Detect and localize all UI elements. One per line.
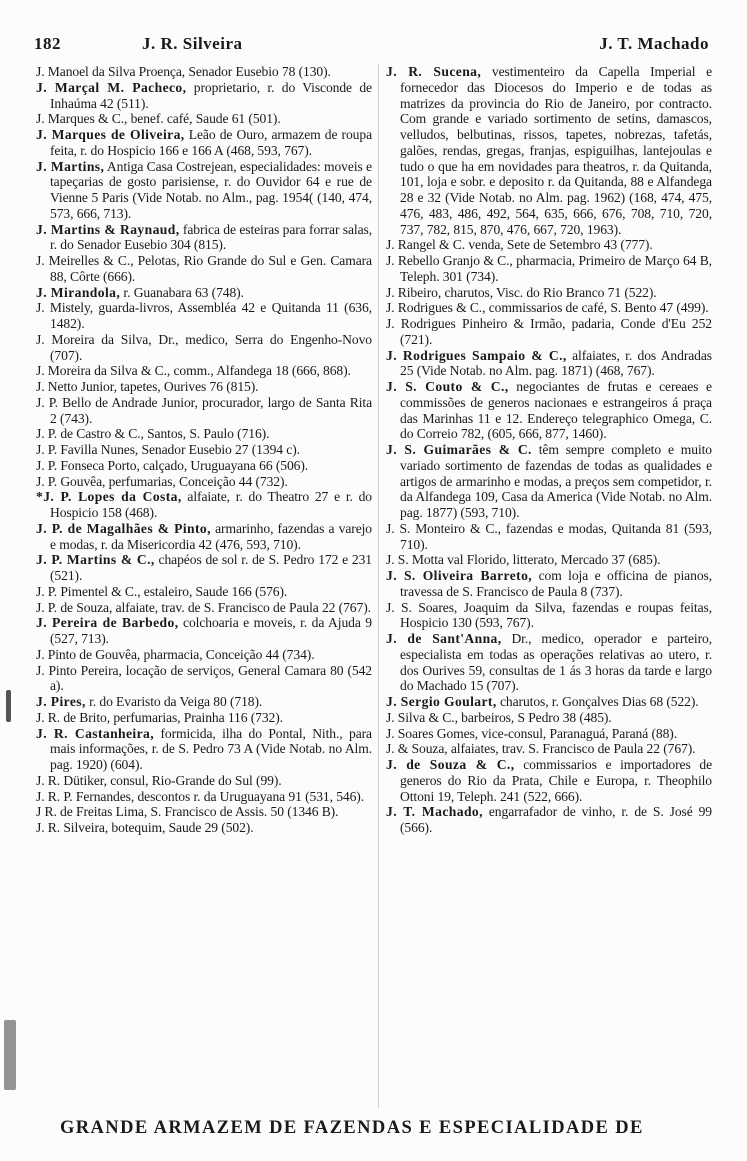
entry-text: J. S. Soares, Joaquim da Silva, fazendas e roupas feitas, Hospicio 130 (593, 767). [386,599,712,631]
entry-text: Leão de Ouro, armazem de roupa feita, r. do Hospicio 166 e 166 A (468, 593, 767). [50,127,373,158]
directory-entry [386,757,712,804]
entry-text: negociantes de frutas e cereaes e commissões de generos nacionaes e estrangeiros á praça das Marinhas 11 e 12. Endereço telegraphico Omega, C. do Correio 782, (605, 666, 877, 1460). [400,379,712,442]
directory-entry [36,222,372,254]
entry-name: J. P. Martins & C., [36,552,155,568]
entry-text: J. Netto Junior, tapetes, Ourives 76 (815). [36,379,259,394]
entry-name: J. Pereira de Barbedo, [36,615,179,631]
entry-text: J. P. Gouvêa, perfumarias, Conceição 44 (732). [36,473,288,489]
entry-text: J. Pinto Pereira, locação de serviços, General Camara 80 (542 a). [36,662,372,694]
entry-name: J. Marçal M. Pacheco, [36,79,187,95]
entry-text: r. Guanabara 63 (748). [120,284,244,300]
entry-text: J. S. Motta val Florido, litterato, Mercado 37 (685). [386,552,661,568]
directory-entry [36,552,372,584]
ink-blot-lower-left [4,1020,16,1090]
directory-entry [386,694,712,710]
directory-entry [36,647,372,663]
directory-entry [36,458,372,474]
entry-name: J. P. de Magalhães & Pinto, [36,520,211,536]
directory-entry [36,127,372,159]
directory-entry [386,726,712,742]
entry-text: com loja e officina de pianos, travessa de S. Francisco de Paula 8 (737). [400,568,713,599]
directory-entry [36,600,372,616]
directory-entry [386,552,712,568]
entry-name: J. Martins, [36,158,105,174]
directory-entry [386,64,712,237]
entry-text: Antiga Casa Costrejean, especialidades: moveis e tapeçarias de gosto parisiense, r. do Ouvidor 64 e rue de Vienne 5 Paris (Vide Notab. no Alm., pag. 1954( (140, 474, 573, 666, 713). [50,158,372,221]
entry-text: J. Moreira da Silva, Dr., medico, Serra do Engenho-Novo (707). [36,331,372,363]
entry-text: J R. de Freitas Lima, S. Francisco de Assis. 50 (1346 B). [36,804,339,820]
entry-text: J. P. de Souza, alfaiate, trav. de S. Francisco de Paula 22 (767). [36,599,371,615]
entry-text: J. P. Favilla Nunes, Senador Eusebio 27 (1394 c). [36,442,300,457]
page-header [34,34,709,56]
directory-entry [386,741,712,757]
entry-text: chapéos de sol r. de S. Pedro 172 e 231 (521). [50,552,372,583]
directory-entry [36,332,372,364]
directory-entry [36,489,372,521]
entry-text: charutos, r. Gonçalves Dias 68 (522). [496,694,699,709]
directory-entry [386,237,712,253]
ink-blot-left-margin [6,690,11,722]
entry-text: J. Meirelles & C., Pelotas, Rio Grande do Sul e Gen. Camara 88, Côrte (666). [36,253,372,284]
directory-entry [386,348,712,380]
entry-text: têm sempre completo e muito variado sortimento de fazendas de todas as qualidades e artigos de armarinho e modas, a preços sem competidor, r. da Alfandega 109, Casa da America (Vide Notab. no Alm. pag. 1877) (593, 710). [400,442,712,520]
running-head-left: J. R. Silveira [142,34,243,53]
entry-text: J. P. Fonseca Porto, calçado, Uruguayana 66 (506). [36,457,309,473]
entry-name: J. Marques de Oliveira, [36,127,185,142]
right-column [386,64,712,836]
page-number: 182 [34,34,61,53]
entry-text: J. Silva & C., barbeiros, S Pedro 38 (485). [386,709,612,725]
directory-entry [36,820,372,836]
entry-text: J. & Souza, alfaiates, trav. S. Francisco de Paula 22 (767). [386,741,696,757]
entry-text: J. Rodrigues & C., commissarios de café, S. Bento 47 (499). [386,300,709,316]
entry-text: vestimenteiro da Capella Imperial e fornecedor das Diocesos do Imperio e de todas as matrizes da provincia do Rio de Janeiro, por contracto. Com grande e variado sortimento de setins, damascos, velludos, belbutinas, rissos, tapetes, nobrezas, tafetás, galões, rendas, gregas, franjas, espiguilhas, lantejoulas e tudo o que ha em novidades para theatros, r. da Quitanda, 101, loja e sobr. e deposito r. da Quitanda, 88 e Alfandega 28 e 32 (Vide Notab. no Alm. pag. 1962) (168, 474, 475, 476, 483, 486, 492, 564, 635, 666, 676, 708, 710, 720, 737, 782, 815, 870, 476, 667, 720, 1963). [400,64,713,237]
entry-text: J. Rangel & C. venda, Sete de Setembro 43 (777). [386,237,653,253]
entry-name: *J. P. Lopes da Costa, [36,489,182,505]
directory-entry [36,773,372,789]
entry-text: J. P. Bello de Andrade Junior, procurador, largo de Santa Rita 2 (743). [36,394,372,426]
directory-entry [386,442,712,521]
directory-entry [36,80,372,112]
column-divider [378,64,379,1108]
entry-name: J. S. Guimarães & C. [386,442,532,457]
entry-text: J. Pinto de Gouvêa, pharmacia, Conceição 44 (734). [36,646,315,662]
entry-text: J. R. Silveira, botequim, Saude 29 (502). [36,820,254,835]
entry-text: J. R. Dütiker, consul, Rio-Grande do Sul (99). [36,772,282,788]
running-head-right: J. T. Machado [599,34,709,53]
directory-entry [36,379,372,395]
entry-text: Dr., medico, operador e parteiro, especialista em todas as operações relativas ao utero, r. dos Ourives 59, consultas de 1 ás 3 horas da tarde e largo do Machado 15 (707). [400,631,712,694]
entry-name: J. Martins & Raynaud, [36,221,180,237]
directory-entry [386,379,712,442]
directory-entry [386,316,712,348]
entry-text: armarinho, fazendas a varejo e modas, r. da Misericordia 42 (476, 593, 710). [50,520,373,552]
directory-entry [36,726,372,773]
entry-text: J. Moreira da Silva & C., comm., Alfandega 18 (666, 868). [36,363,351,379]
entry-text: J. P. Pimentel & C., estaleiro, Saude 166 (576). [36,583,288,599]
entry-text: J. Marques & C., benef. café, Saude 61 (501). [36,111,281,127]
entry-name: J. de Sant'Anna, [386,631,502,646]
directory-entry [36,64,372,80]
directory-entry [386,300,712,316]
entry-text: fabrica de esteiras para forrar salas, r. do Senador Eusebio 304 (815). [50,221,373,253]
directory-entry [36,474,372,490]
directory-entry [36,584,372,600]
entry-text: colchoaria e moveis, r. da Ajuda 9 (527, 713). [50,615,372,646]
directory-entry [36,804,372,820]
entry-text: commissarios e importadores de generos do Rio da Prata, Chile e Europa, r. Theophilo Ottoni 19, Teleph. 241 (522, 666). [400,757,712,804]
directory-entry [36,363,372,379]
entry-text: J. Soares Gomes, vice-consul, Paranaguá, Paraná (88). [386,725,678,741]
directory-entry [36,426,372,442]
directory-entry [36,521,372,553]
entry-text: J. Ribeiro, charutos, Visc. do Rio Branco 71 (522). [386,284,657,300]
entry-text: J. Rebello Granjo & C., pharmacia, Primeiro de Março 64 B, Teleph. 301 (734). [386,253,712,284]
directory-entry [36,159,372,222]
entry-text: r. do Evaristo da Veiga 80 (718). [85,694,263,709]
entry-text: formicida, ilha do Pontal, Nith., para mais informações, r. de S. Pedro 73 A (Vide Notab. no Alm. pag. 1920) (604). [50,725,372,772]
directory-entry [36,111,372,127]
left-column [36,64,372,836]
entry-text: J. R. P. Fernandes, descontos r. da Uruguayana 91 (531, 546). [36,788,365,804]
entry-text: J. Manoel da Silva Proença, Senador Eusebio 78 (130). [36,64,331,79]
directory-entry [386,285,712,301]
entry-text: J. Mistely, guarda-livros, Assembléa 42 e Quitanda 11 (636, 1482). [36,300,372,331]
entry-name: J. de Souza & C., [386,757,515,772]
entry-text: J. P. de Castro & C., Santos, S. Paulo (716). [36,426,270,442]
directory-entry [386,253,712,285]
entry-text: J. R. de Brito, perfumarias, Prainha 116 (732). [36,709,283,725]
directory-entry [36,300,372,332]
entry-text: proprietario, r. do Visconde de Inhaúma 42 (511). [50,79,372,111]
entry-name: J. R. Sucena, [386,64,482,79]
entry-name: J. Rodrigues Sampaio & C., [386,347,567,363]
entry-name: J. S. Couto & C., [386,379,509,394]
footer-banner: GRANDE ARMAZEM DE FAZENDAS E ESPECIALIDADE DE [60,1118,644,1138]
entry-text: J. S. Monteiro & C., fazendas e modas, Quitanda 81 (593, 710). [386,520,712,552]
directory-entry [36,253,372,285]
directory-entry [36,789,372,805]
entry-name: J. S. Oliveira Barreto, [386,568,533,583]
entry-name: J. Mirandola, [36,284,121,300]
entry-text: alfaiates, r. dos Andradas 25 (Vide Notab. no Alm. pag. 1871) (468, 767). [400,347,712,379]
entry-text: alfaiate, r. do Theatro 27 e r. do Hospicio 158 (468). [50,489,372,520]
directory-entry [36,285,372,301]
entry-name: J. R. Castanheira, [36,725,155,741]
directory-entry [36,694,372,710]
entry-text: engarrafador de vinho, r. de S. José 99 (566). [400,804,712,835]
directory-entry [386,710,712,726]
directory-entry [386,631,712,694]
directory-entry [386,804,712,836]
directory-entry [36,395,372,427]
entry-name: J. T. Machado, [386,804,483,820]
entry-name: J. Sergio Goulart, [386,694,497,709]
directory-entry [386,521,712,553]
directory-entry [36,442,372,458]
directory-entry [36,710,372,726]
directory-entry [386,568,712,600]
directory-entry [36,615,372,647]
directory-entry [36,663,372,695]
directory-entry [386,600,712,632]
entry-name: J. Pires, [36,694,86,709]
entry-text: J. Rodrigues Pinheiro & Irmão, padaria, Conde d'Eu 252 (721). [386,316,712,347]
